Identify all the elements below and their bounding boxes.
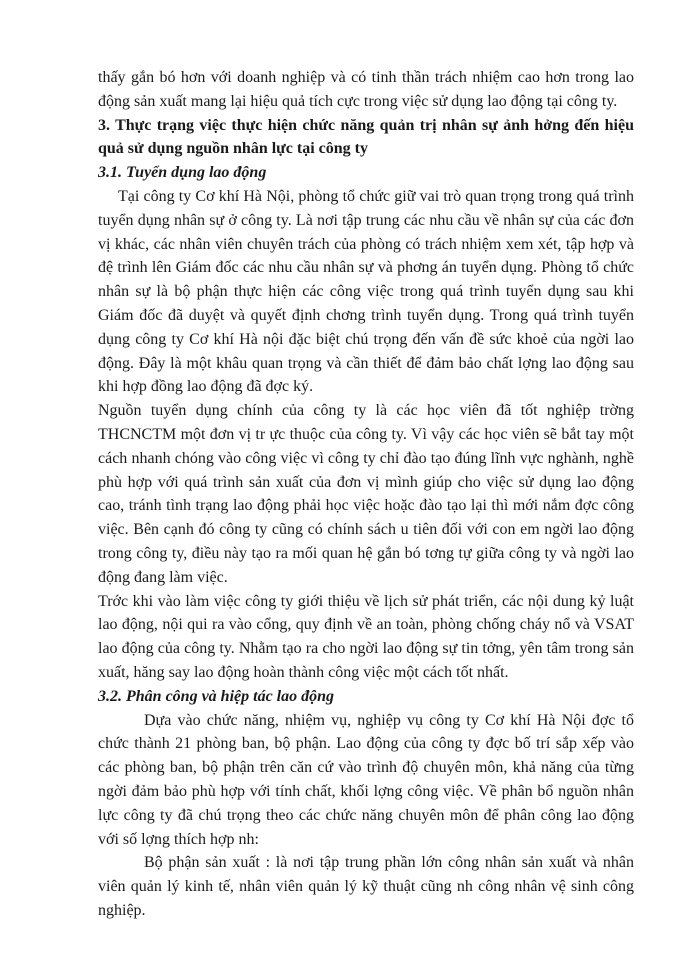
document-page [98, 66, 634, 923]
paragraph-production-department: Bộ phận sản xuất : là nơi tập trung phần lớn công nhân sản xuất và nhân viên quản lý kinh tế, nhân viên quản lý kỹ thuật cũng nh công nhân vệ sinh công nghiệp. [98, 854, 634, 919]
subsection-heading-3-2: 3.2. Phân công và hiệp tác lao động [98, 687, 335, 705]
paragraph-orientation: Trớc khi vào làm việc công ty giới thiệu về lịch sử phát triển, các nội dung kỷ luật lao động, nội qui ra vào cổng, quy định về an toàn, phòng chống cháy nổ và VSAT lao động của công ty. Nhằm tạo ra cho ngời lao động sự tin tởng, yên tâm trong sản xuất, hăng say lao động hoàn thành công việc một cách tốt nhất. [98, 592, 634, 681]
paragraph-division-of-labor: Dựa vào chức năng, nhiệm vụ, nghiệp vụ công ty Cơ khí Hà Nội đợc tổ chức thành 21 phòng ban, bộ phận. Lao động của công ty đợc bố trí sắp xếp vào các phòng ban, bộ phận trên căn cứ vào trình độ chuyên môn, khả năng của từng ngời đảm bảo phù hợp với tính chất, khối lợng công việc. Về phân bổ nguồn nhân lực công ty đã chú trọng theo các chức năng chuyên môn để phân công lao động với số lợng thích hợp nh: [98, 711, 634, 848]
subsection-heading-3-1: 3.1. Tuyển dụng lao động [98, 164, 267, 182]
paragraph-recruitment-source: Nguồn tuyển dụng chính của công ty là các học viên đã tốt nghiệp trờng THCNCTM một đơn vị tr ực thuộc của công ty. Vì vậy các học viên sẽ bắt tay một cách nhanh chóng vào công việc vì công ty chỉ đào tạo đúng lĩnh vực nghành, nghề phù hợp với quá trình sản xuất của đơn vị mình giúp cho việc sử dụng lao động cao, tránh tình trạng lao động phải học việc hoặc đào tạo lại thì mới nắm đợc công việc. Bên cạnh đó công ty cũng có chính sách u tiên đối với con em ngời lao động trong công ty, điều này tạo ra mối quan hệ gắn bó tơng tự giữa công ty và ngời lao động đang làm việc. [98, 402, 634, 586]
paragraph-recruitment-role: Tại công ty Cơ khí Hà Nội, phòng tổ chức giữ vai trò quan trọng trong quá trình tuyển dụng nhân sự ở công ty. Là nơi tập trung các nhu cầu về nhân sự của các đơn vị khác, các nhân viên chuyên trách của phòng có trách nhiệm xem xét, tập hợp và đệ trình lên Giám đốc các nhu cầu nhân sự và phơng án tuyển dụng. Phòng tổ chức nhân sự là bộ phận thực hiện các công việc trong quá trình tuyển dụng sau khi Giám đốc đã duyệt và quyết định chơng trình tuyển dụng. Trong quá trình tuyển dụng công ty Cơ khí Hà nội đặc biệt chú trọng đến vấn đề sức khoẻ của ngời lao động. Đây là một khâu quan trọng và cần thiết để đảm bảo chất lợng lao động sau khi hợp đồng lao động đã đợc ký. [98, 187, 634, 396]
paragraph-intro-continuation: thấy gắn bó hơn với doanh nghiệp và có tinh thần trách nhiệm cao hơn trong lao động sản xuất mang lại hiệu quả tích cực trong việc sử dụng lao động tại công ty. [98, 69, 634, 110]
section-heading-3: 3. Thực trạng việc thực hiện chức năng quản trị nhân sự ảnh hởng đến hiệu quả sử dụng nguồn nhân lực tại công ty [98, 116, 634, 158]
